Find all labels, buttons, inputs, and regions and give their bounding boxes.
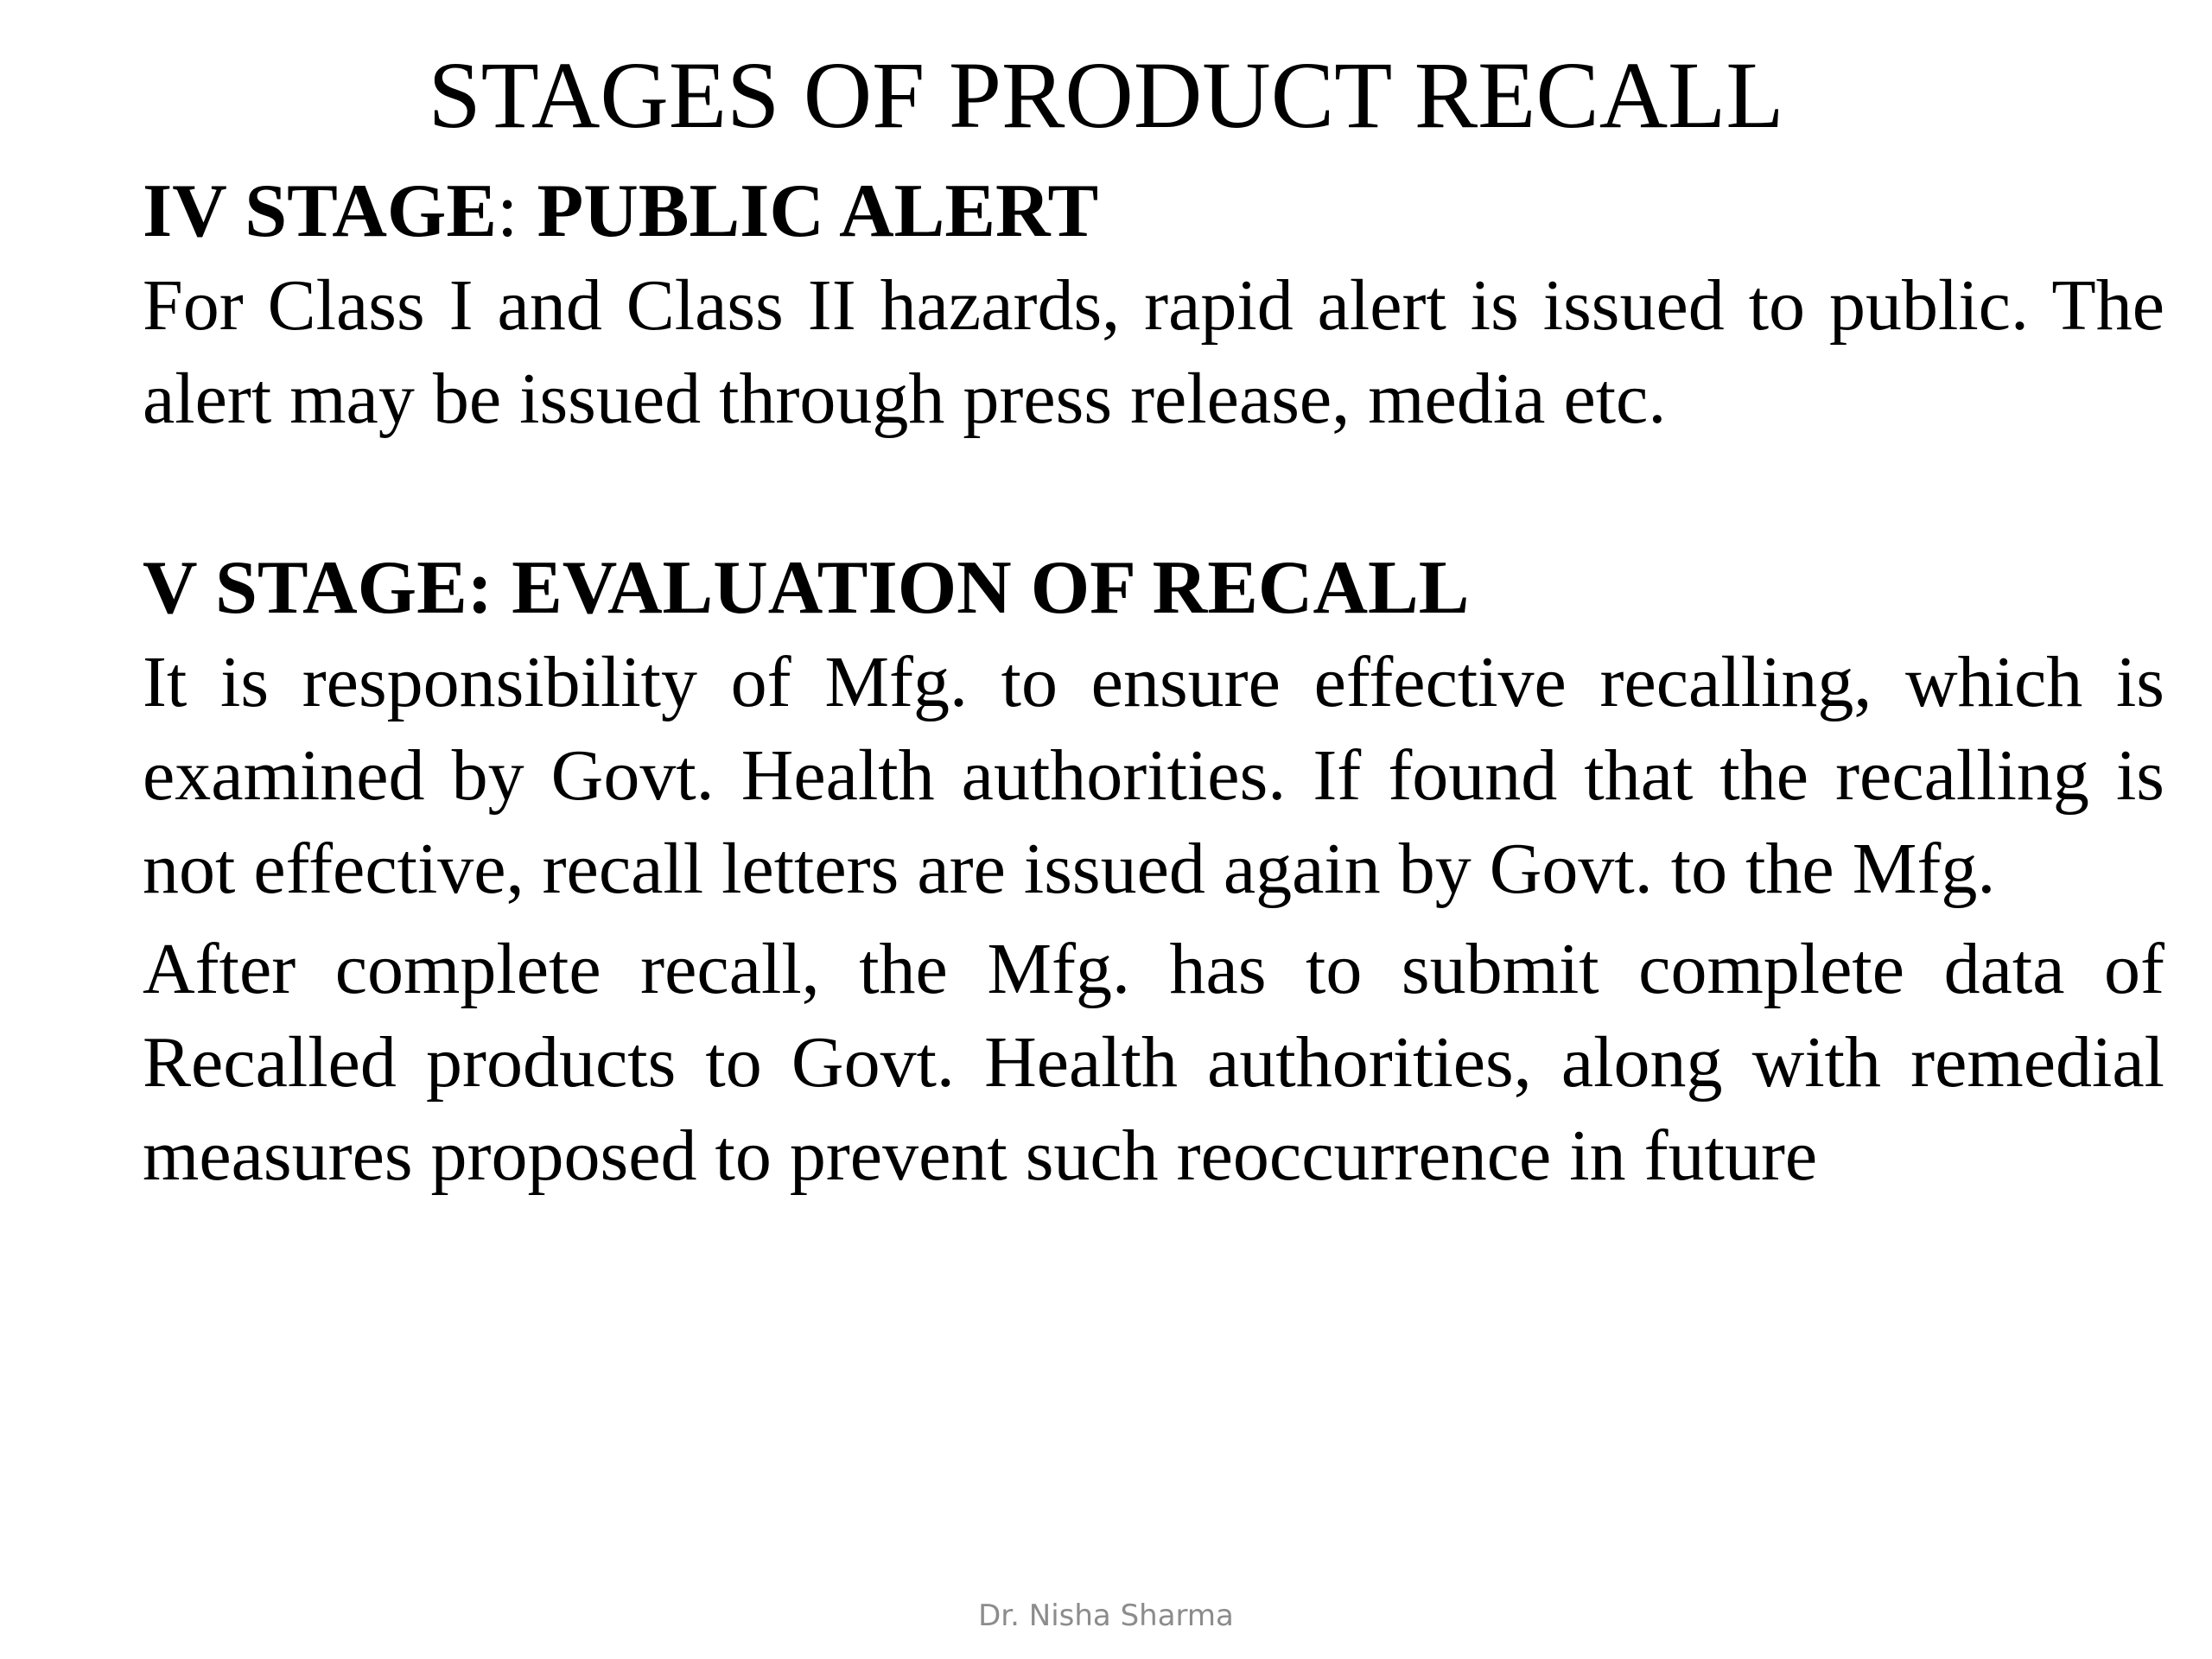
section-heading-evaluation: V STAGE: EVALUATION OF RECALL	[143, 546, 1470, 630]
stage-label: IV STAGE	[143, 169, 498, 253]
slide-title: STAGES OF PRODUCT RECALL	[428, 42, 1784, 148]
stage-topic: PUBLIC ALERT	[518, 169, 1099, 253]
paragraph-public-alert: For Class I and Class II hazards, rapid alert is issued to public. The alert may be issued through press release, media etc.	[143, 265, 2164, 439]
paragraph-evaluation-responsibility: It is responsibility of Mfg. to ensure effective recalling, which is examined by Govt. Health authorities. If found that the recalling is not effective, recall letters are issued again by Govt. to the Mfg.	[143, 642, 2164, 909]
section-spacer	[143, 446, 2164, 541]
heading-separator: :	[497, 169, 518, 253]
slide-footer-author: Dr. Nisha Sharma	[978, 1599, 1234, 1633]
slide-content	[143, 164, 2164, 1203]
section-evaluation	[143, 541, 2164, 1203]
section-heading-public-alert	[143, 164, 2164, 259]
paragraph-evaluation-data-submission: After complete recall, the Mfg. has to submit complete data of Recalled products to Govt. Health authorities, along with remedial measures proposed to prevent such reoccurrence in future	[143, 929, 2164, 1196]
paragraph-spacer	[143, 916, 2164, 923]
section-public-alert	[143, 164, 2164, 446]
